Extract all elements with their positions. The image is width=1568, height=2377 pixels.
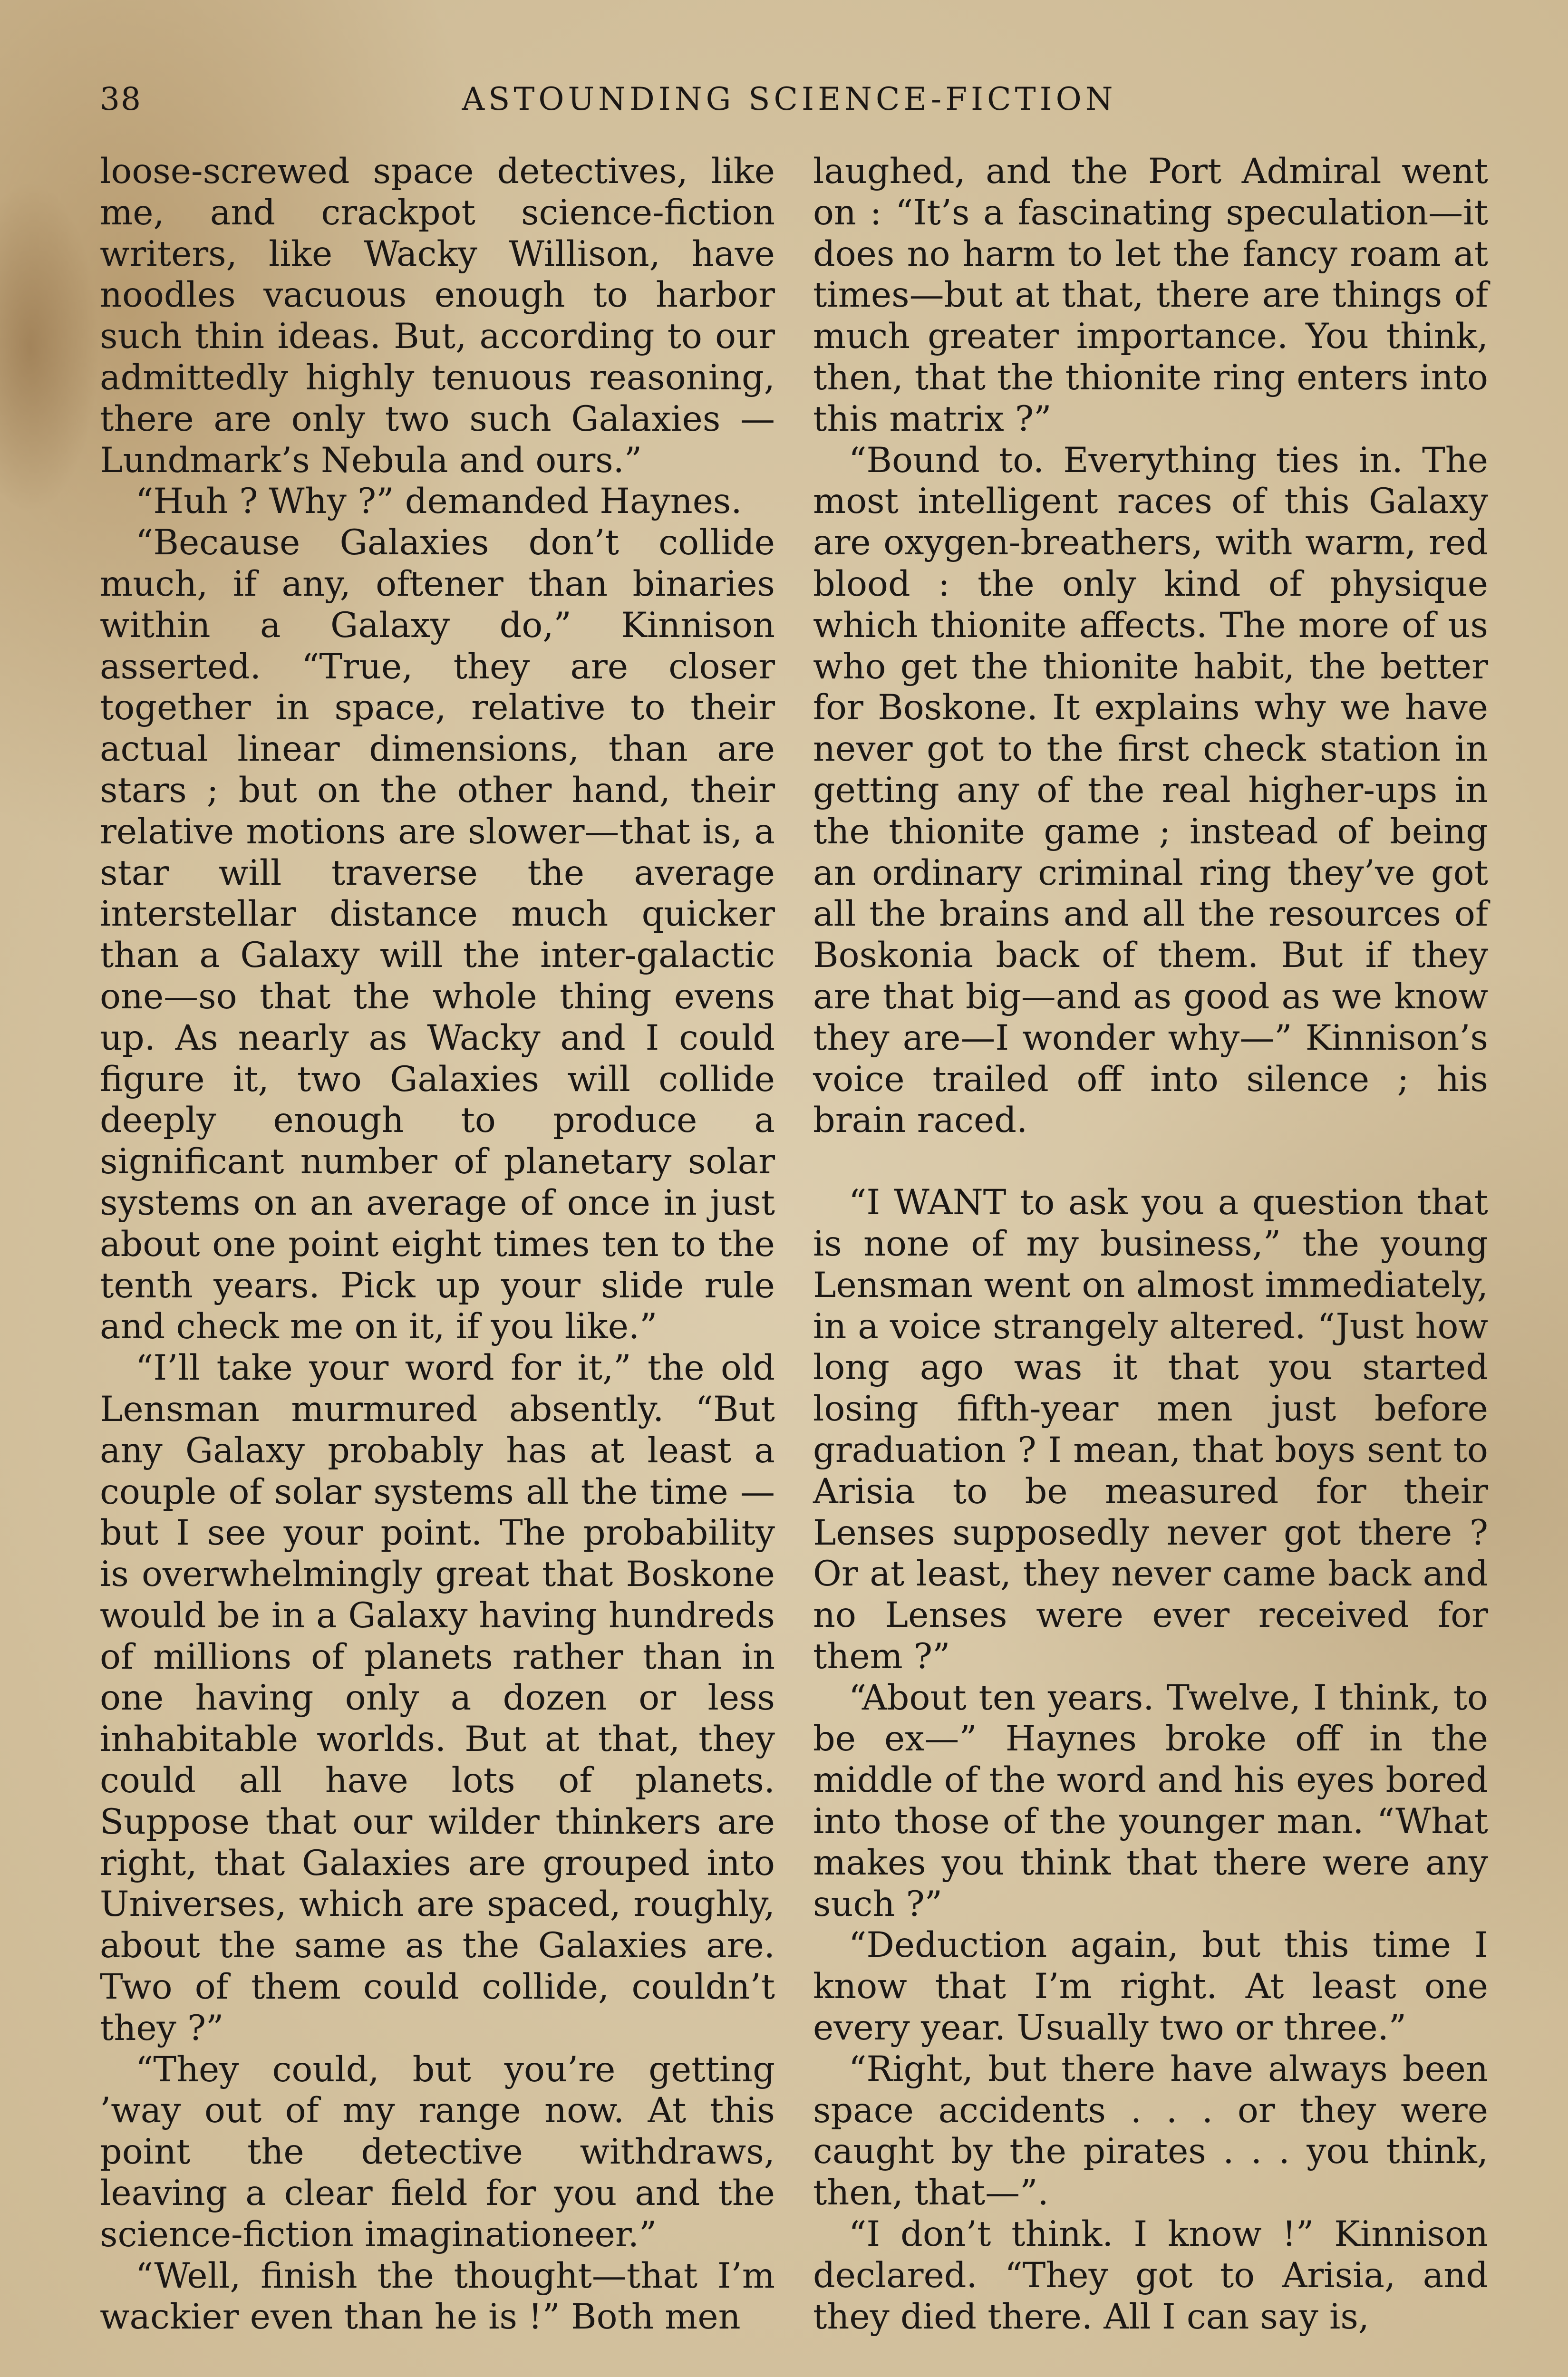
right-column (813, 151, 1488, 2338)
paragraph: “Because Galaxies don’t collide much, if any, oftener than binaries within a Galaxy do,” Kinnison asserted. “True, they are closer together in space, relative to their actual linear dimensions, than are stars ; but on the other hand, their relative motions are slower—that is, a star will traverse the average interstellar distance much quicker than a Galaxy will the inter-galactic one—so that the whole thing evens up. As nearly as Wacky and I could figure it, two Galaxies will collide deeply enough to produce a significant number of planetary solar systems on an average of once in just about one point eight times ten to the tenth years. Pick up your slide rule and check me on it, if you like.” (100, 522, 775, 1347)
page-header (100, 76, 1479, 124)
left-column (100, 151, 775, 2338)
paragraph: “Huh ? Why ?” demanded Haynes. (136, 481, 742, 522)
paragraph: “About ten years. Twelve, I think, to be ex—” Haynes broke off in the middle of the word and his eyes bored into those of the younger man. “What makes you think that there were any such ?” (813, 1677, 1488, 1924)
handwritten-signature (447, 2365, 808, 2377)
paragraph: “I don’t think. I know !” Kinnison declared. “They got to Arisia, and they died there. All I can say is, (813, 2214, 1488, 2337)
paragraph: “I’ll take your word for it,” the old Lensman murmured absently. “But any Galaxy probably has at least a couple of solar systems all the time —but I see your point. The probability is overwhelmingly great that Boskone would be in a Galaxy having hundreds of millions of planets rather than in one having only a dozen or less inhabitable worlds. But at that, they could all have lots of planets. Suppose that our wilder thinkers are right, that Galaxies are grouped into Universes, which are spaced, roughly, about the same as the Galaxies are. Two of them could collide, couldn’t they ?” (100, 1348, 775, 2048)
paragraph: “Bound to. Everything ties in. The most intelligent races of this Galaxy are oxygen-breathers, with warm, red blood : the only kind of physique which thionite affects. The more of us who get the thionite habit, the better for Boskone. It explains why we have never got to the first check station in getting any of the real higher-ups in the thionite game ; instead of being an ordinary criminal ring they’ve got all the brains and all the resources of Boskonia back of them. But if they are that big—and as good as we know they are—I wonder why—” Kinnison’s voice trailed off into silence ; his brain raced. (813, 440, 1488, 1141)
section-break-paragraph: “I WANT to ask you a question that is none of my business,” the young Lensman went on almost immediately, in a voice strangely altered. “Just how long ago was it that you started losing fifth-year men just before graduation ? I mean, that boys sent to Arisia to be measured for their Lenses supposedly never got there ? Or at least, they never came back and no Lenses were ever received for them ?” (813, 1182, 1488, 1677)
paragraph: “They could, but you’re getting ’way out of my range now. At this point the detective withdraws, leaving a clear field for you and the science-fiction imaginationeer.” (100, 2049, 775, 2255)
paragraph: laughed, and the Port Admiral went on : “It’s a fascinating speculation—it does no harm to let the fancy roam at times—but at that, there are things of much greater importance. You think, then, that the thionite ring enters into this matrix ?” (813, 151, 1488, 439)
paragraph: “Well, finish the thought—that I’m wackier even than he is !” Both men (100, 2255, 775, 2338)
paragraph: “Deduction again, but this time I know that I’m right. At least one every year. Usually two or three.” (813, 1925, 1488, 2048)
running-head: ASTOUNDING SCIENCE-FICTION (462, 81, 1117, 117)
page-number: 38 (100, 81, 142, 117)
paragraph: “Right, but there have always been space accidents . . . or they were caught by the pirates . . . you think, then, that—”. (813, 2048, 1488, 2213)
paragraph: loose-screwed space detectives, like me, and crackpot science-fiction writers, like Wacky Willison, have noodles vacuous enough to harbor such thin ideas. But, according to our admittedly highly tenuous reasoning, there are only two such Galaxies —Lundmark’s Nebula and ours.” (100, 151, 775, 481)
page-stain (0, 181, 100, 513)
